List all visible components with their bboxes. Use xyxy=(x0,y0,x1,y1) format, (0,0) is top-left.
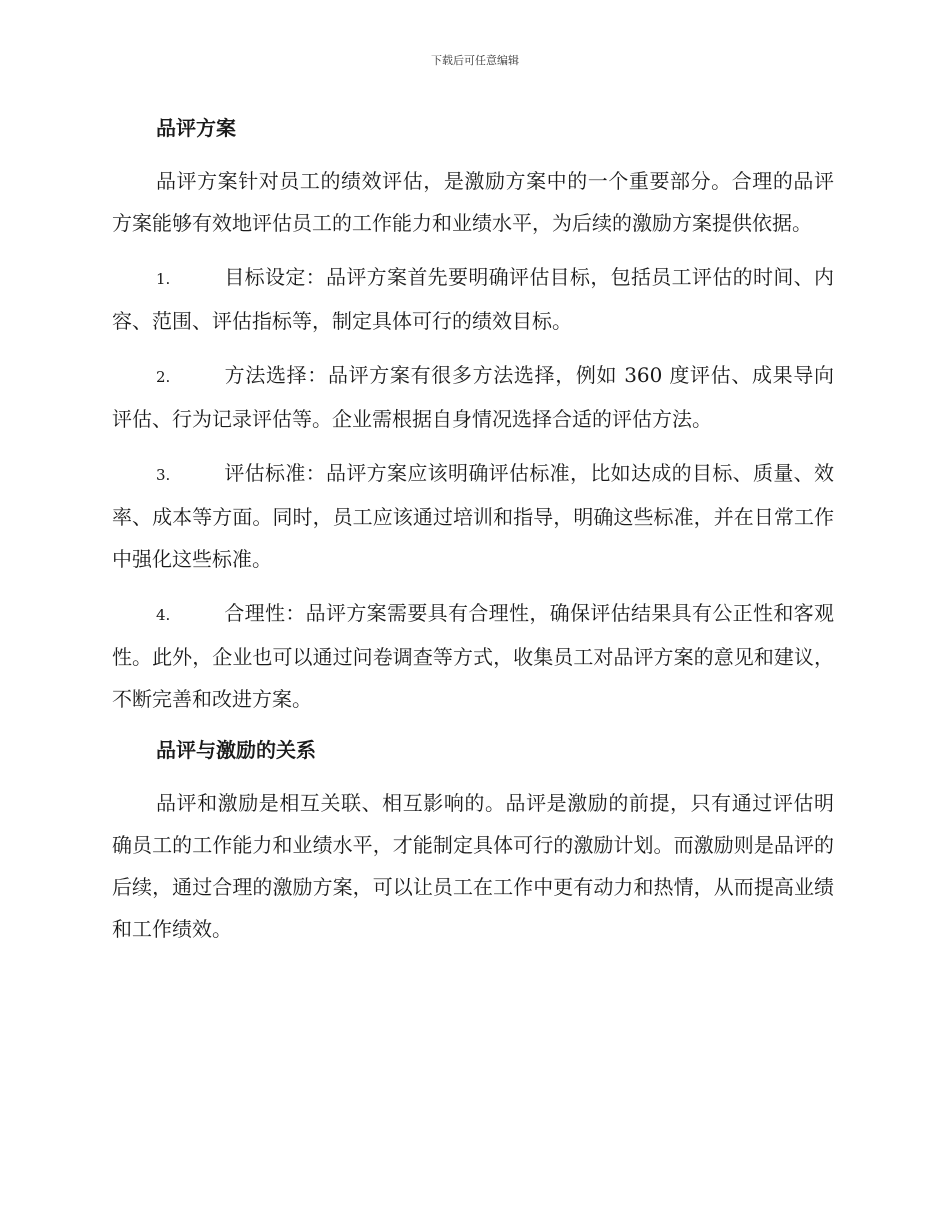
section-heading: 品评方案 xyxy=(156,116,236,140)
list-item-text: 评估标准：品评方案应该明确评估标准，比如达成的目标、质量、效率、成本等方面。同时，员工应该通过培训和指导，明确这些标准，并在日常工作中强化这些标准。 xyxy=(112,461,834,571)
list-item-number: 3. xyxy=(156,466,171,484)
document-body xyxy=(112,108,834,950)
list-item xyxy=(112,452,834,580)
list-item xyxy=(112,354,834,440)
list-item-number: 4. xyxy=(156,606,171,624)
list-item-text: 合理性：品评方案需要具有合理性，确保评估结果具有公正性和客观性。此外，企业也可以通过问卷调查等方式，收集员工对品评方案的意见和建议，不断完善和改进方案。 xyxy=(112,601,834,711)
list-item-text: 目标设定：品评方案首先要明确评估目标，包括员工评估的时间、内容、范围、评估指标等，制定具体可行的绩效目标。 xyxy=(112,265,834,333)
list-item-number: 2. xyxy=(156,368,171,386)
section-heading: 品评与激励的关系 xyxy=(156,738,316,762)
list-item-number: 1. xyxy=(156,270,171,288)
section-intro-paragraph: 品评和激励是相互关联、相互影响的。品评是激励的前提，只有通过评估明确员工的工作能力和业绩水平，才能制定具体可行的激励计划。而激励则是品评的后续，通过合理的激励方案，可以让员工在工作中更有动力和热情，从而提高业绩和工作绩效。 xyxy=(112,791,834,941)
list-item xyxy=(112,256,834,342)
header-note: 下载后可任意编辑 xyxy=(431,54,519,67)
list-item xyxy=(112,592,834,720)
section-intro-paragraph: 品评方案针对员工的绩效评估，是激励方案中的一个重要部分。合理的品评方案能够有效地评估员工的工作能力和业绩水平，为后续的激励方案提供依据。 xyxy=(112,169,834,235)
list-item-text: 方法选择：品评方案有很多方法选择，例如 360 度评估、成果导向评估、行为记录评估等。企业需根据自身情况选择合适的评估方法。 xyxy=(112,363,834,431)
